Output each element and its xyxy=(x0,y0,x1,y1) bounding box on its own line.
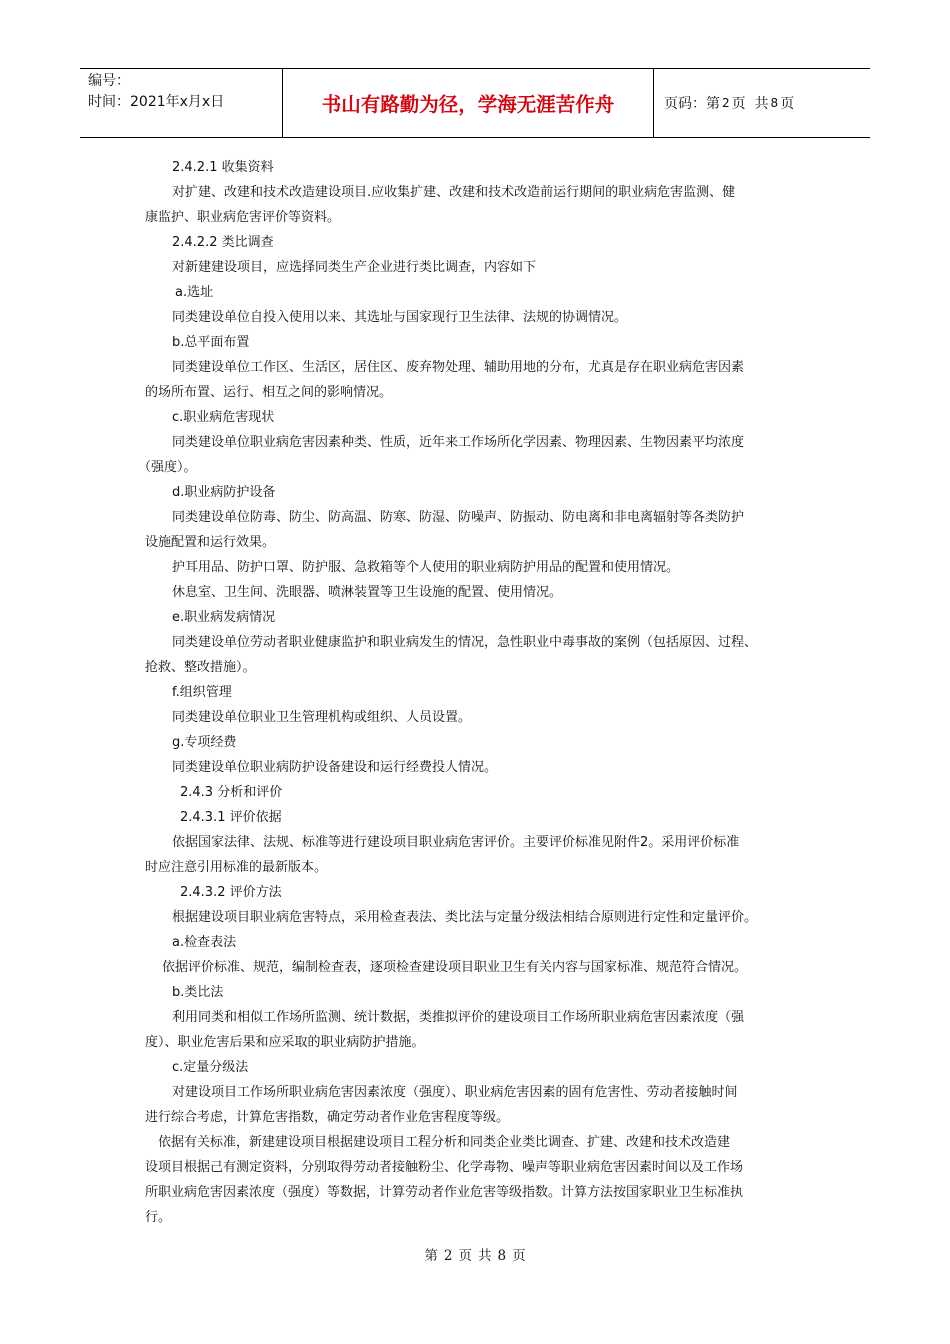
paragraph-line: 同类建设单位防毒、防尘、防高温、防寒、防湿、防噪声、防振动、防电离和非电离辐射等各类防护 xyxy=(172,510,745,525)
heading-analogy-survey: 2.4.2.2 类比调查 xyxy=(172,235,274,250)
paragraph-line: 同类建设单位工作区、生活区，居住区、废弃物处理、辅助用地的分布，尤真是存在职业病危害因素 xyxy=(172,360,745,375)
heading-collect-data: 2.4.2.1 收集资料 xyxy=(172,160,274,175)
item-heading: b.总平面布置 xyxy=(172,335,250,350)
paragraph-line: 同类建设单位劳动者职业健康监护和职业病发生的情况，急性职业中毒事故的案例（包括原因、过程、 xyxy=(172,635,758,650)
heading-evaluation-method: 2.4.3.2 评价方法 xyxy=(180,885,282,900)
paragraph-line: 同类建设单位自投入使用以来、其选址与国家现行卫生法律、法规的协调情况。 xyxy=(172,310,628,325)
page-suffix: 页 xyxy=(780,96,795,112)
paragraph-line: 利用同类和相似工作场所监测、统计数据，类推拟评价的建设项目工作场所职业病危害因素浓度（强 xyxy=(172,1010,745,1025)
paragraph-line: 依据有关标准，新建建设项目根据建设项目工程分析和同类企业类比调查、扩建、改建和技术改造建 xyxy=(158,1135,731,1150)
paragraph-line: 根据建设项目职业病危害特点，采用检查表法、类比法与定量分级法相结合原则进行定性和定量评价。 xyxy=(172,910,758,925)
paragraph-line: 同类建设单位职业病危害因素种类、性质，近年来工作场所化学因素、物理因素、生物因素平均浓度 xyxy=(172,435,745,450)
item-heading: g.专项经费 xyxy=(172,735,237,750)
paragraph-line: 康监护、职业病危害评价等资料。 xyxy=(145,210,341,225)
item-heading: e.职业病发病情况 xyxy=(172,610,276,625)
page-footer xyxy=(0,1244,950,1264)
paragraph-line: 时应注意引用标准的最新版本。 xyxy=(145,860,328,875)
paragraph-line: 行。 xyxy=(145,1210,172,1225)
paragraph-line: （强度）。 xyxy=(138,460,197,475)
number-label: 编号： xyxy=(88,73,130,89)
item-heading: c.职业病危害现状 xyxy=(172,410,275,425)
item-heading: c.定量分级法 xyxy=(172,1060,249,1075)
paragraph-line: 护耳用品、防护口罩、防护服、急救箱等个人使用的职业病防护用品的配置和使用情况。 xyxy=(172,560,680,575)
paragraph-line: 对扩建、改建和技术改造建设项目.应收集扩建、改建和技术改造前运行期间的职业病危害监测、健 xyxy=(172,185,736,200)
header-meta xyxy=(80,69,282,137)
footer-text: 页 xyxy=(458,1248,472,1264)
item-heading: d.职业病防护设备 xyxy=(172,485,276,500)
paragraph-line: 休息室、卫生间、洗眼器、喷淋装置等卫生设施的配置、使用情况。 xyxy=(172,585,563,600)
paragraph-line: 设项目根据己有测定资料，分别取得劳动者接触粉尘、化学毒物、噪声等职业病危害因素时间以及工作场 xyxy=(145,1160,744,1175)
header-page-info xyxy=(654,69,870,137)
page-current: 2 xyxy=(722,96,730,110)
footer-text: 页 xyxy=(512,1248,526,1264)
paragraph-line: 依据国家法律、法规、标准等进行建设项目职业病危害评价。主要评价标准见附件2。采用评价标准 xyxy=(172,835,740,850)
paragraph-line: 对新建建设项目，应选择同类生产企业进行类比调查，内容如下 xyxy=(172,260,537,275)
time-label: 时间：2021年x月x日 xyxy=(88,94,225,110)
paragraph-line: 所职业病危害因素浓度（强度）等数据，计算劳动者作业危害等级指数。计算方法按国家职业卫生标准执 xyxy=(145,1185,744,1200)
paragraph-line: 设施配置和运行效果。 xyxy=(145,535,276,550)
page-total: 8 xyxy=(770,96,779,110)
item-heading: b.类比法 xyxy=(172,985,224,1000)
footer-total-pages: 8 xyxy=(497,1248,507,1264)
page-header xyxy=(80,68,870,138)
item-heading: a.检查表法 xyxy=(172,935,237,950)
paragraph-line: 的场所布置、运行、相互之间的影响情况。 xyxy=(145,385,393,400)
item-heading: f.组织管理 xyxy=(172,685,232,700)
paragraph-line: 依据评价标准、规范，编制检查表，逐项检查建设项目职业卫生有关内容与国家标准、规范符合情况。 xyxy=(162,960,748,975)
paragraph-line: 进行综合考虑，计算危害指数，确定劳动者作业危害程度等级。 xyxy=(145,1110,510,1125)
paragraph-line: 对建设项目工作场所职业病危害因素浓度（强度）、职业病危害因素的固有危害性、劳动者接触时间 xyxy=(172,1085,738,1100)
paragraph-line: 同类建设单位职业病防护设备建设和运行经费投人情况。 xyxy=(172,760,498,775)
heading-analysis-evaluation: 2.4.3 分析和评价 xyxy=(180,785,283,800)
paragraph-line: 同类建设单位职业卫生管理机构或组织、人员设置。 xyxy=(172,710,472,725)
header-motto: 书山有路勤为径，学海无涯苦作舟 xyxy=(282,69,654,137)
heading-evaluation-basis: 2.4.3.1 评价依据 xyxy=(180,810,282,825)
page-prefix: 页码：第 xyxy=(664,96,720,112)
footer-text: 第 xyxy=(424,1248,438,1264)
footer-current-page: 2 xyxy=(443,1248,453,1264)
footer-text: 共 xyxy=(478,1248,492,1264)
paragraph-line: 抢救、整改措施）。 xyxy=(145,660,256,675)
item-heading: a.选址 xyxy=(175,285,214,300)
page-mid: 页 共 xyxy=(731,96,769,112)
paragraph-line: 度）、职业危害后果和应采取的职业病防护措施。 xyxy=(145,1035,425,1050)
